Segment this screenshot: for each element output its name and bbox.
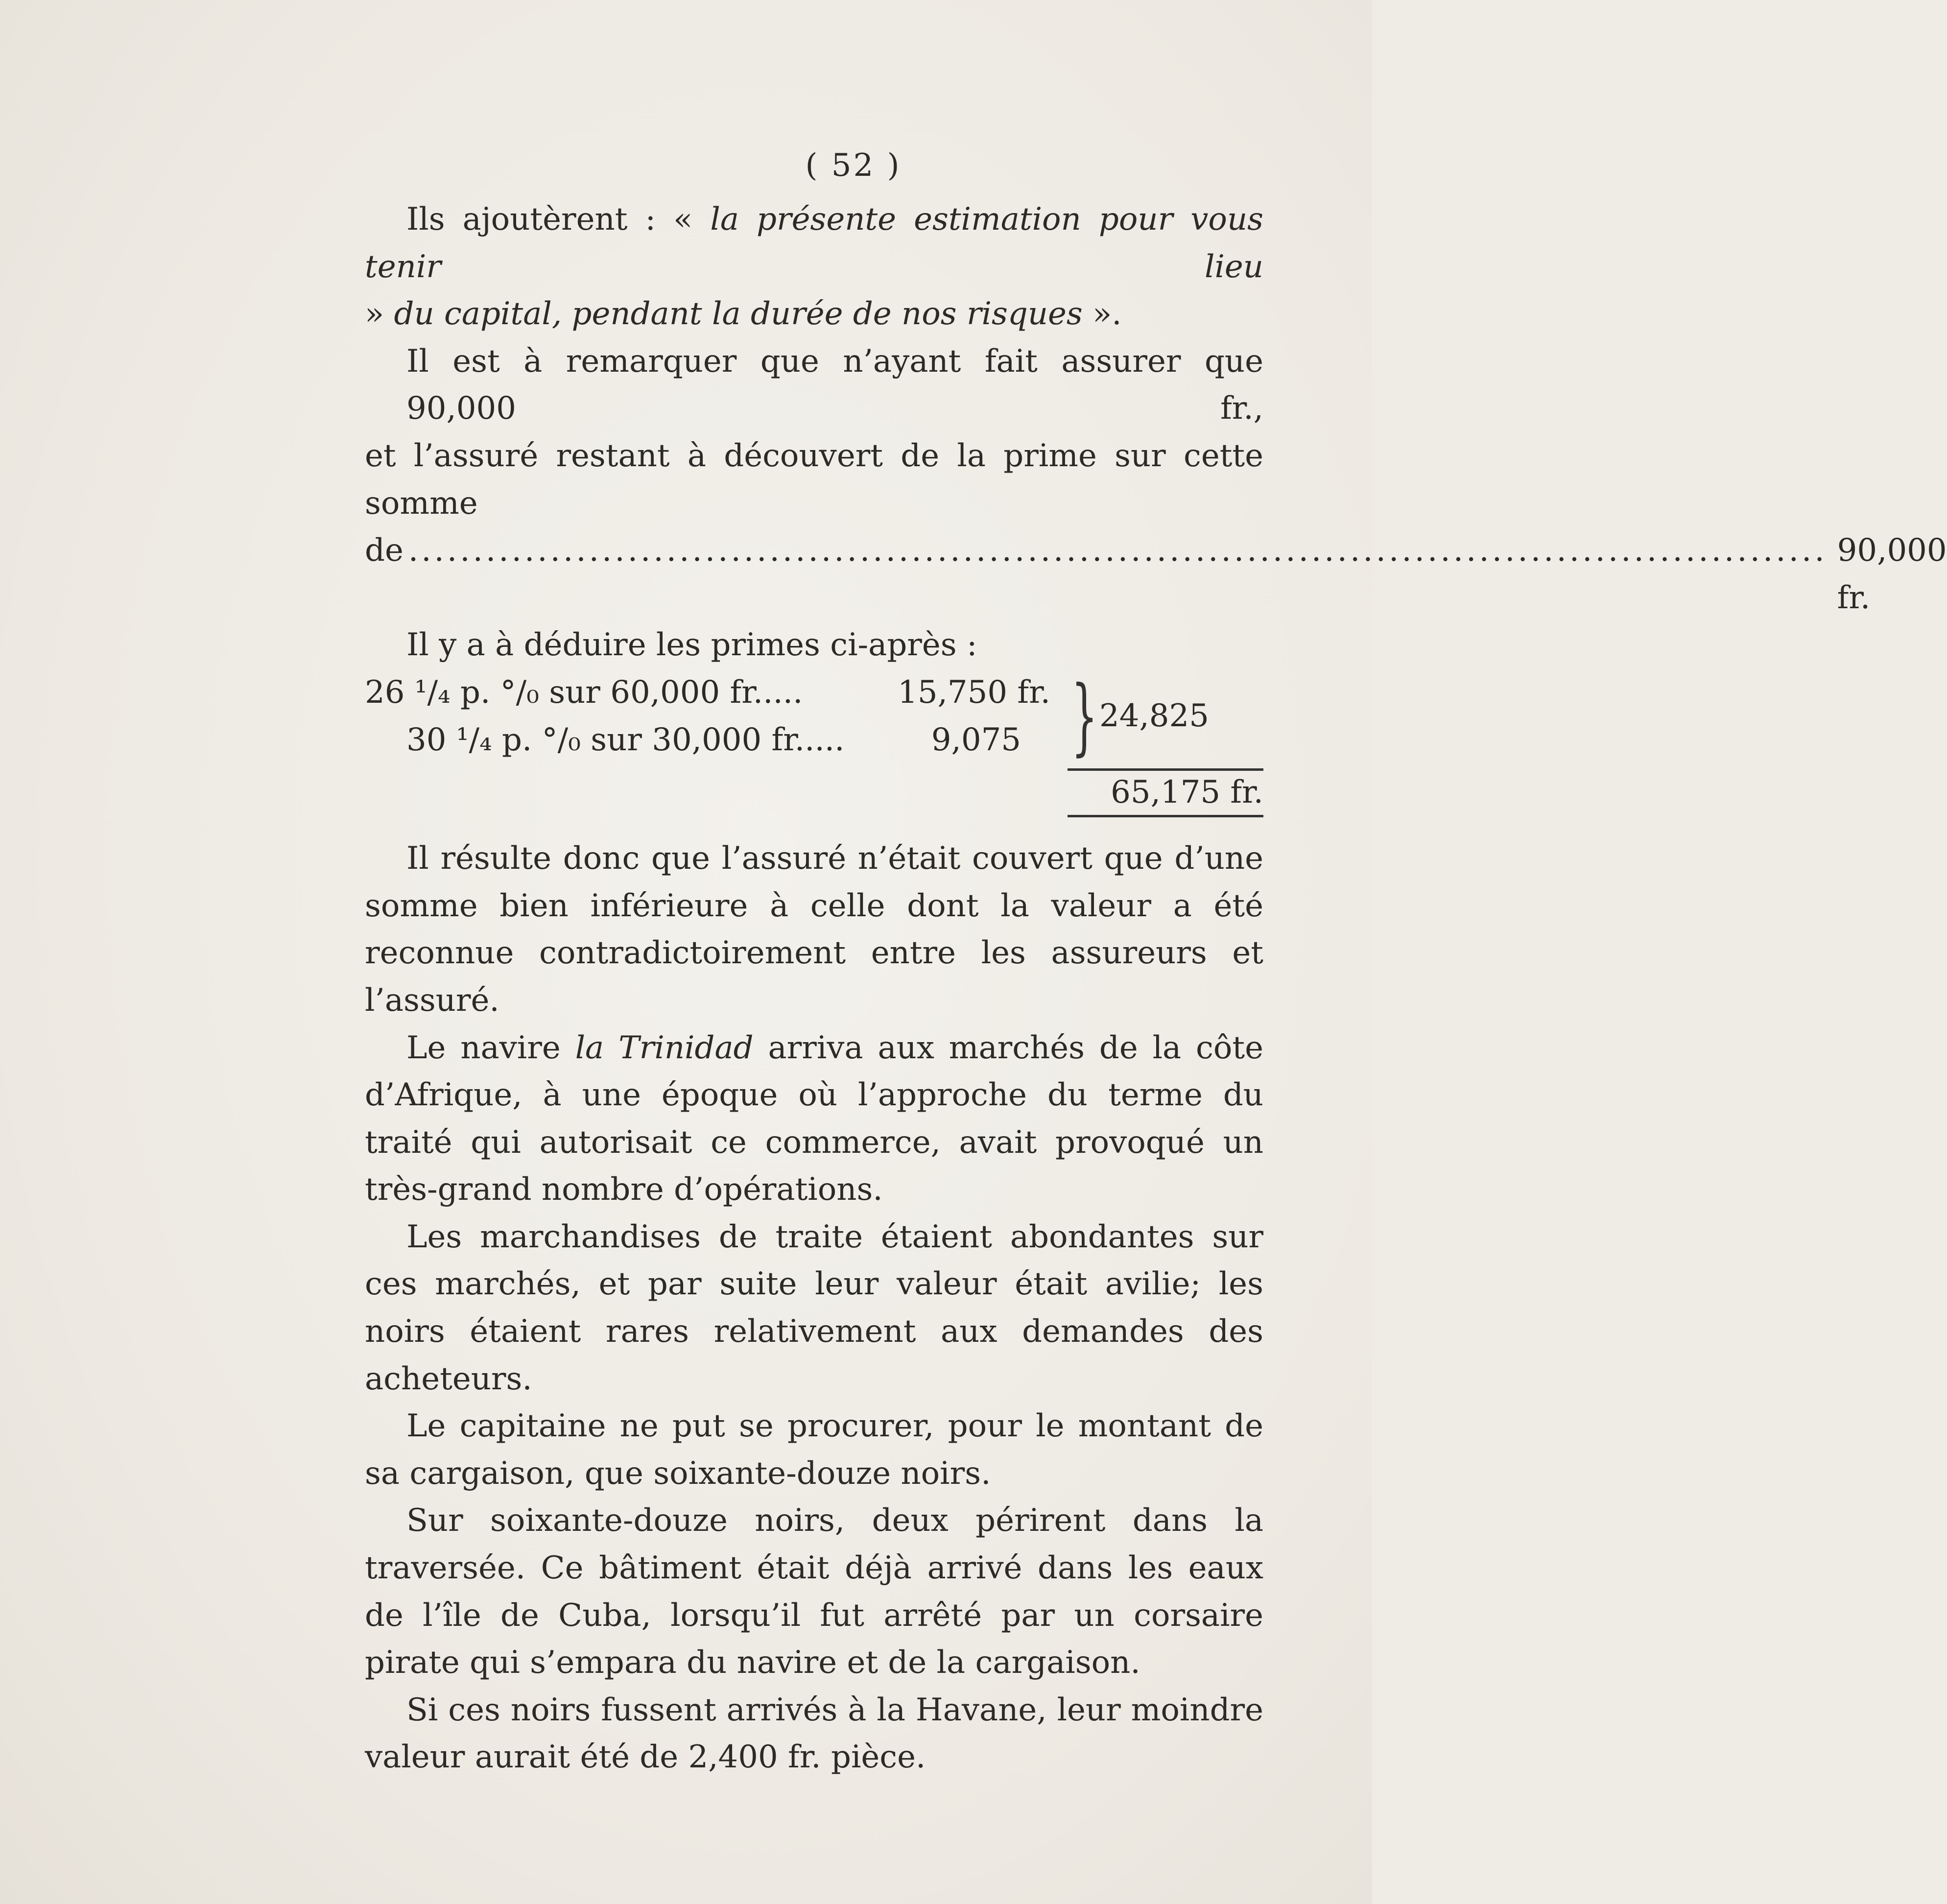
total-amount: 65,175 fr. [1068, 768, 1263, 817]
quote-part-1: la présente estimation pour vous tenir lieu [365, 201, 1263, 285]
deduction-row [365, 716, 1065, 764]
deduction-label: 30 ¹/₄ p. °/₀ sur 30,000 fr..... [406, 721, 845, 758]
quote-close: ». [1082, 296, 1122, 333]
paragraph: Si ces noirs fussent arrivés à la Havane, leur moindre valeur aurait été de 2,400 fr. pièce. [365, 1691, 1263, 1776]
deduction-subtotal: 24,825 [1099, 698, 1209, 735]
brace-glyph: } [1071, 667, 1098, 765]
deduction-intro: Il y a à déduire les primes ci-après : [406, 627, 977, 664]
text-line: et l’assuré restant à découvert de la prime sur cette somme [365, 437, 1263, 522]
paragraph: Sur soixante-douze noirs, deux périrent dans la traversée. Ce bâtiment était déjà arrivé dans les eaux de l’île de Cuba, lorsqu’il fut arrêté par un corsaire pirate qui s’empara du navire et de la cargaison. [365, 1502, 1263, 1681]
dot-leader: .............................................................................................................. [408, 532, 1828, 569]
deduction-lines [365, 669, 1065, 763]
text-run: Le navire [406, 1029, 575, 1066]
paragraph: Le capitaine ne put se procurer, pour le montant de sa cargaison, que soixante-douze noirs. [365, 1408, 1263, 1492]
text-line: Il est à remarquer que n’ayant fait assurer que 90,000 fr., [406, 343, 1263, 427]
page-number: ( 52 ) [805, 147, 902, 184]
quote-part-2: du capital, pendant la durée de nos risques [394, 296, 1083, 333]
paragraph: Il résulte donc que l’assuré n’était couvert que d’une somme bien inférieure à celle dont la valeur a été reconnue contradictoirement entre les assureurs et l’assuré. [365, 840, 1263, 1019]
amount: 90,000 fr. [1837, 532, 1947, 616]
total-row [365, 768, 1263, 817]
quote-intro: Ils ajoutèrent : « [406, 201, 711, 238]
deduction-amount: 15,750 fr. [898, 674, 1050, 711]
quote-mark: » [365, 296, 394, 333]
ship-name: la Trinidad [575, 1029, 754, 1066]
deduction-label: 26 ¹/₄ p. °/₀ sur 60,000 fr..... [365, 674, 803, 711]
dotted-amount-line [365, 527, 1947, 621]
paragraph-quote [365, 196, 1263, 338]
deduction-row [365, 669, 1065, 716]
deduction-amount: 9,075 [931, 721, 1021, 758]
paragraph [365, 1024, 1263, 1214]
text-run: arriva aux marchés de la côte d’Afrique, à une époque où l’approche du terme du traité qui autorisait ce commerce, avait provoqué un très-grand nombre d’opérations. [365, 1029, 1264, 1208]
paragraph-insured-amount [365, 338, 1947, 622]
text-line-start: de [365, 532, 404, 569]
paragraph: Les marchandises de traite étaient abondantes sur ces marchés, et par suite leur valeur était avilie; les noirs étaient rares relativement aux demandes des acheteurs. [365, 1218, 1263, 1397]
page-text [365, 142, 1947, 1781]
deduction-table [365, 669, 1263, 763]
